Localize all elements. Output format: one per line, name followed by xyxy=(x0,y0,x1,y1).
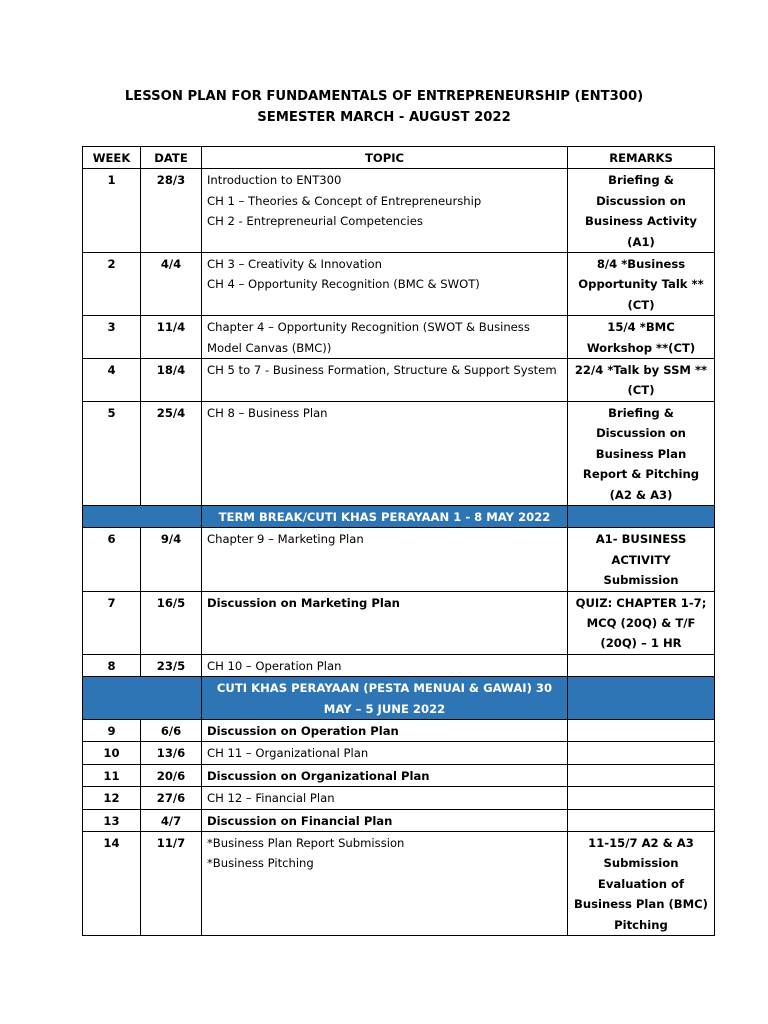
header-topic: TOPIC xyxy=(202,147,568,169)
break-label: TERM BREAK/CUTI KHAS PERAYAAN 1 - 8 MAY 2022 xyxy=(202,505,568,527)
week-cell: 6 xyxy=(83,528,141,591)
remarks-cell: Briefing & Discussion on Business Activity (A1) xyxy=(568,169,715,253)
table-row xyxy=(83,654,715,676)
topic-line: CH 1 – Theories & Concept of Entrepreneurship xyxy=(207,193,482,208)
topic-line: CH 2 - Entrepreneurial Competencies xyxy=(207,214,423,229)
topic-cell xyxy=(202,316,568,359)
topic-cell xyxy=(202,654,568,676)
break-cell-blank xyxy=(568,505,715,527)
topic-cell xyxy=(202,787,568,809)
topic-line: Chapter 9 – Marketing Plan xyxy=(207,532,364,547)
table-row xyxy=(83,832,715,936)
topic-cell xyxy=(202,742,568,764)
week-cell: 1 xyxy=(83,169,141,253)
topic-cell xyxy=(202,169,568,253)
date-cell: 25/4 xyxy=(141,401,202,505)
date-cell: 23/5 xyxy=(141,654,202,676)
date-cell: 11/7 xyxy=(141,832,202,936)
date-cell: 18/4 xyxy=(141,359,202,402)
remarks-cell: 8/4 *Business Opportunity Talk **(CT) xyxy=(568,253,715,316)
document-subtitle: SEMESTER MARCH - AUGUST 2022 xyxy=(257,110,511,125)
date-cell: 16/5 xyxy=(141,591,202,654)
remarks-cell: 15/4 *BMC Workshop **(CT) xyxy=(568,316,715,359)
topic-line: Discussion on Operation Plan xyxy=(207,723,399,738)
topic-line: CH 3 – Creativity & Innovation xyxy=(207,257,382,272)
remarks-cell xyxy=(568,654,715,676)
topic-cell xyxy=(202,528,568,591)
break-cell-blank xyxy=(568,677,715,720)
table-row xyxy=(83,253,715,316)
header-week: WEEK xyxy=(83,147,141,169)
date-cell: 13/6 xyxy=(141,742,202,764)
table-row xyxy=(83,528,715,591)
topic-line: Introduction to ENT300 xyxy=(207,173,342,188)
header-remarks: REMARKS xyxy=(568,147,715,169)
topic-cell xyxy=(202,359,568,402)
remarks-cell: A1- BUSINESS ACTIVITY Submission xyxy=(568,528,715,591)
break-label: CUTI KHAS PERAYAAN (PESTA MENUAI & GAWAI) 30 MAY – 5 JUNE 2022 xyxy=(202,677,568,720)
date-cell: 9/4 xyxy=(141,528,202,591)
remarks-cell: 22/4 *Talk by SSM **(CT) xyxy=(568,359,715,402)
table-row xyxy=(83,809,715,831)
table-row xyxy=(83,316,715,359)
remarks-cell xyxy=(568,719,715,741)
topic-cell xyxy=(202,719,568,741)
topic-line: CH 8 – Business Plan xyxy=(207,405,328,420)
break-cell-blank xyxy=(83,677,202,720)
remarks-cell xyxy=(568,742,715,764)
topic-line: CH 12 – Financial Plan xyxy=(207,791,335,806)
remarks-cell: QUIZ: CHAPTER 1-7; MCQ (20Q) & T/F (20Q) – 1 HR xyxy=(568,591,715,654)
table-row xyxy=(83,719,715,741)
remarks-cell xyxy=(568,809,715,831)
topic-cell xyxy=(202,253,568,316)
topic-cell xyxy=(202,401,568,505)
remarks-cell: 11-15/7 A2 & A3 Submission Evaluation of Business Plan (BMC) Pitching xyxy=(568,832,715,936)
topic-line: CH 10 – Operation Plan xyxy=(207,658,342,673)
week-cell: 4 xyxy=(83,359,141,402)
topic-line: *Business Pitching xyxy=(207,856,314,871)
topic-line: CH 11 – Organizational Plan xyxy=(207,746,369,761)
document-title: LESSON PLAN FOR FUNDAMENTALS OF ENTREPRENEURSHIP (ENT300) xyxy=(124,89,644,104)
topic-line: Discussion on Marketing Plan xyxy=(207,595,400,610)
break-row xyxy=(83,677,715,720)
date-cell: 6/6 xyxy=(141,719,202,741)
lesson-plan-table xyxy=(82,146,715,936)
remarks-cell xyxy=(568,787,715,809)
remarks-cell xyxy=(568,764,715,786)
topic-line: CH 5 to 7 - Business Formation, Structure & Support System xyxy=(207,363,557,378)
table-row xyxy=(83,742,715,764)
topic-line: Discussion on Organizational Plan xyxy=(207,768,430,783)
topic-line: Chapter 4 – Opportunity Recognition (SWOT & Business Model Canvas (BMC)) xyxy=(207,320,530,355)
week-cell: 14 xyxy=(83,832,141,936)
week-cell: 9 xyxy=(83,719,141,741)
week-cell: 11 xyxy=(83,764,141,786)
topic-line: CH 4 – Opportunity Recognition (BMC & SWOT) xyxy=(207,277,480,292)
topic-cell xyxy=(202,832,568,936)
break-row xyxy=(83,505,715,527)
week-cell: 7 xyxy=(83,591,141,654)
week-cell: 10 xyxy=(83,742,141,764)
date-cell: 20/6 xyxy=(141,764,202,786)
topic-cell xyxy=(202,764,568,786)
week-cell: 12 xyxy=(83,787,141,809)
week-cell: 13 xyxy=(83,809,141,831)
week-cell: 3 xyxy=(83,316,141,359)
table-row xyxy=(83,401,715,505)
topic-cell xyxy=(202,591,568,654)
date-cell: 27/6 xyxy=(141,787,202,809)
table-row xyxy=(83,169,715,253)
topic-line: Discussion on Financial Plan xyxy=(207,813,393,828)
table-row xyxy=(83,787,715,809)
table-row xyxy=(83,591,715,654)
date-cell: 11/4 xyxy=(141,316,202,359)
week-cell: 8 xyxy=(83,654,141,676)
table-body xyxy=(83,169,715,936)
week-cell: 2 xyxy=(83,253,141,316)
table-row xyxy=(83,359,715,402)
date-cell: 4/4 xyxy=(141,253,202,316)
break-cell-blank xyxy=(83,505,202,527)
remarks-cell: Briefing & Discussion on Business Plan Report & Pitching (A2 & A3) xyxy=(568,401,715,505)
topic-line: *Business Plan Report Submission xyxy=(207,836,405,850)
topic-cell xyxy=(202,809,568,831)
header-date: DATE xyxy=(141,147,202,169)
week-cell: 5 xyxy=(83,401,141,505)
date-cell: 4/7 xyxy=(141,809,202,831)
table-row xyxy=(83,764,715,786)
date-cell: 28/3 xyxy=(141,169,202,253)
header-row xyxy=(83,147,715,169)
